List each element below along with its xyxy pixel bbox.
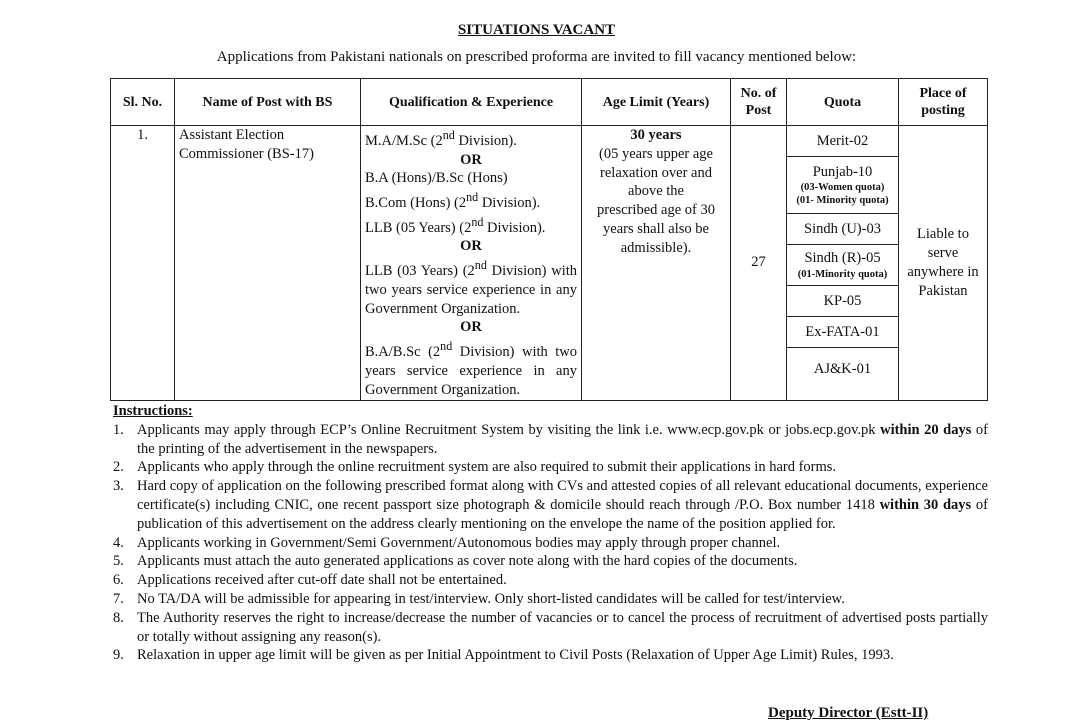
qual-line-5: LLB (03 Years) (2nd Division) with two years service experience in any Government Organization. <box>365 258 577 317</box>
quota-merit: Merit-02 <box>787 126 898 157</box>
quota-punjab: Punjab-10 (03-Women quota) (01- Minority quota) <box>787 157 898 214</box>
quota-sindh-rural: Sindh (R)-05 (01-Minority quota) <box>787 245 898 286</box>
instruction-text: Hard copy of application on the following prescribed format along with CVs and attested copies of all relevant educational documents, experience certificate(s) including CNIC, one recent passport size photograph & domicile should reach through /P.O. Box number 1418 <box>137 478 988 513</box>
instruction-deadline: within 30 days <box>879 496 972 513</box>
instructions-list <box>113 421 988 665</box>
cell-age-limit <box>582 126 731 401</box>
qual-line-1: M.A/M.Sc (2nd Division). <box>365 128 517 149</box>
instruction-item <box>113 534 988 553</box>
instruction-text-cont: of publication of this advertisement on the address clearly mentioning on the envelope the name of the position applied for. <box>137 496 988 532</box>
header-post-name: Name of Post with BS <box>175 79 361 126</box>
age-main: 30 years <box>630 127 682 143</box>
qual-or-3: OR <box>460 319 482 336</box>
quota-sindh-rural-minority: (01-Minority quota) <box>797 268 888 280</box>
instruction-text: Applicants who apply through the online recruitment system are also required to submit their applications in hard forms. <box>137 459 837 476</box>
cell-sl-no: 1. <box>111 126 175 401</box>
qual-line-4: LLB (05 Years) (2nd Division). <box>365 214 546 236</box>
quota-ajk: AJ&K-01 <box>813 360 872 377</box>
instruction-text: The Authority reserves the right to increase/decrease the number of vacancies or to cancel the process of recruitment of advertised posts partially or totally without assigning any reason(s). <box>137 609 988 645</box>
signature: Deputy Director (Estt-II) <box>768 705 929 721</box>
header-sl-no: Sl. No. <box>111 79 175 126</box>
header-qualification: Qualification & Experience <box>361 79 582 126</box>
instruction-item <box>113 590 988 609</box>
instruction-deadline: within 20 days <box>880 421 972 438</box>
instruction-number: 6. <box>113 572 124 589</box>
age-note-5: years shall also be <box>603 220 709 237</box>
place-line-2: serve <box>927 244 959 261</box>
cell-post-name: Assistant Election Commissioner (BS-17) <box>175 126 361 401</box>
instruction-item <box>113 458 988 477</box>
place-line-3: anywhere in <box>907 263 979 280</box>
age-note-3: above the <box>628 183 684 200</box>
qual-or-2: OR <box>460 238 482 255</box>
page-title: SITUATIONS VACANT <box>457 22 616 38</box>
instruction-number: 1. <box>113 421 124 438</box>
instruction-item <box>113 421 988 459</box>
qual-line-6: B.A/B.Sc (2nd Division) with two years service experience in any Government Organization. <box>365 339 577 398</box>
instruction-text: Applicants may apply through ECP’s Online Recruitment System by visiting the link i.e. www.ecp.gov.pk or jobs.ecp.gov.pk <box>137 421 881 438</box>
quota-ex-fata: Ex-FATA-01 <box>787 317 898 348</box>
instruction-number: 7. <box>113 590 124 607</box>
instruction-text: Applications received after cut-off date shall not be entertained. <box>137 572 507 589</box>
instruction-item <box>113 609 988 647</box>
quota-list <box>787 126 898 390</box>
quota-sindh-urban: Sindh (U)-03 <box>787 214 898 245</box>
age-note-1: (05 years upper age <box>599 145 713 162</box>
instruction-text: Relaxation in upper age limit will be given as per Initial Appointment to Civil Posts (Relaxation of Upper Age Limit) Rules, 1993. <box>137 647 894 664</box>
instruction-text: Applicants working in Government/Semi Government/Autonomous bodies may apply through proper channel. <box>137 534 781 551</box>
instruction-item <box>113 552 988 571</box>
instructions-title: Instructions: <box>113 403 193 419</box>
instruction-item <box>113 477 988 533</box>
header-quota: Quota <box>787 79 899 126</box>
qual-line-3: B.Com (Hons) (2nd Division). <box>365 190 541 212</box>
cell-place-of-posting <box>899 126 988 401</box>
instruction-item <box>113 571 988 590</box>
intro-text: Applications from Pakistani nationals on prescribed proforma are invited to fill vacancy mentioned below: <box>216 49 857 65</box>
qual-line-2: B.A (Hons)/B.Sc (Hons) <box>365 170 508 187</box>
header-no-of-post: No. of Post <box>731 79 787 126</box>
cell-no-of-post: 27 <box>731 126 787 401</box>
age-note-6: admissible). <box>620 239 692 256</box>
place-line-1: Liable to <box>917 226 969 243</box>
instruction-text: Applicants must attach the auto generated applications as cover note along with the hard copies of the documents. <box>137 553 798 570</box>
vacancy-table <box>110 78 988 401</box>
table-row <box>111 126 988 401</box>
cell-quota <box>787 126 899 401</box>
table-header-row <box>111 79 988 126</box>
place-line-4: Pakistan <box>918 282 968 299</box>
header-place-of-posting: Place of posting <box>899 79 988 126</box>
quota-kp: KP-05 <box>787 286 898 317</box>
age-note-2: relaxation over and <box>600 164 712 181</box>
instruction-number: 4. <box>113 534 124 551</box>
instruction-text: No TA/DA will be admissible for appearing in test/interview. Only short-listed candidates will be called for test/interview. <box>137 590 845 607</box>
cell-qualification <box>361 126 582 401</box>
quota-punjab-minority: (01- Minority quota) <box>796 195 889 207</box>
age-note-4: prescribed age of 30 <box>597 202 715 219</box>
quota-punjab-women: (03-Women quota) <box>800 182 885 194</box>
instruction-number: 3. <box>113 478 124 495</box>
instructions-section <box>113 402 988 665</box>
qual-or-1: OR <box>460 151 482 168</box>
instruction-number: 2. <box>113 459 124 476</box>
instruction-number: 8. <box>113 609 124 626</box>
instruction-text-cont: of the printing of the advertisement in the newspapers. <box>137 421 988 457</box>
instruction-item <box>113 646 988 665</box>
instruction-number: 5. <box>113 553 124 570</box>
header-age-limit: Age Limit (Years) <box>582 79 731 126</box>
instruction-number: 9. <box>113 647 124 664</box>
